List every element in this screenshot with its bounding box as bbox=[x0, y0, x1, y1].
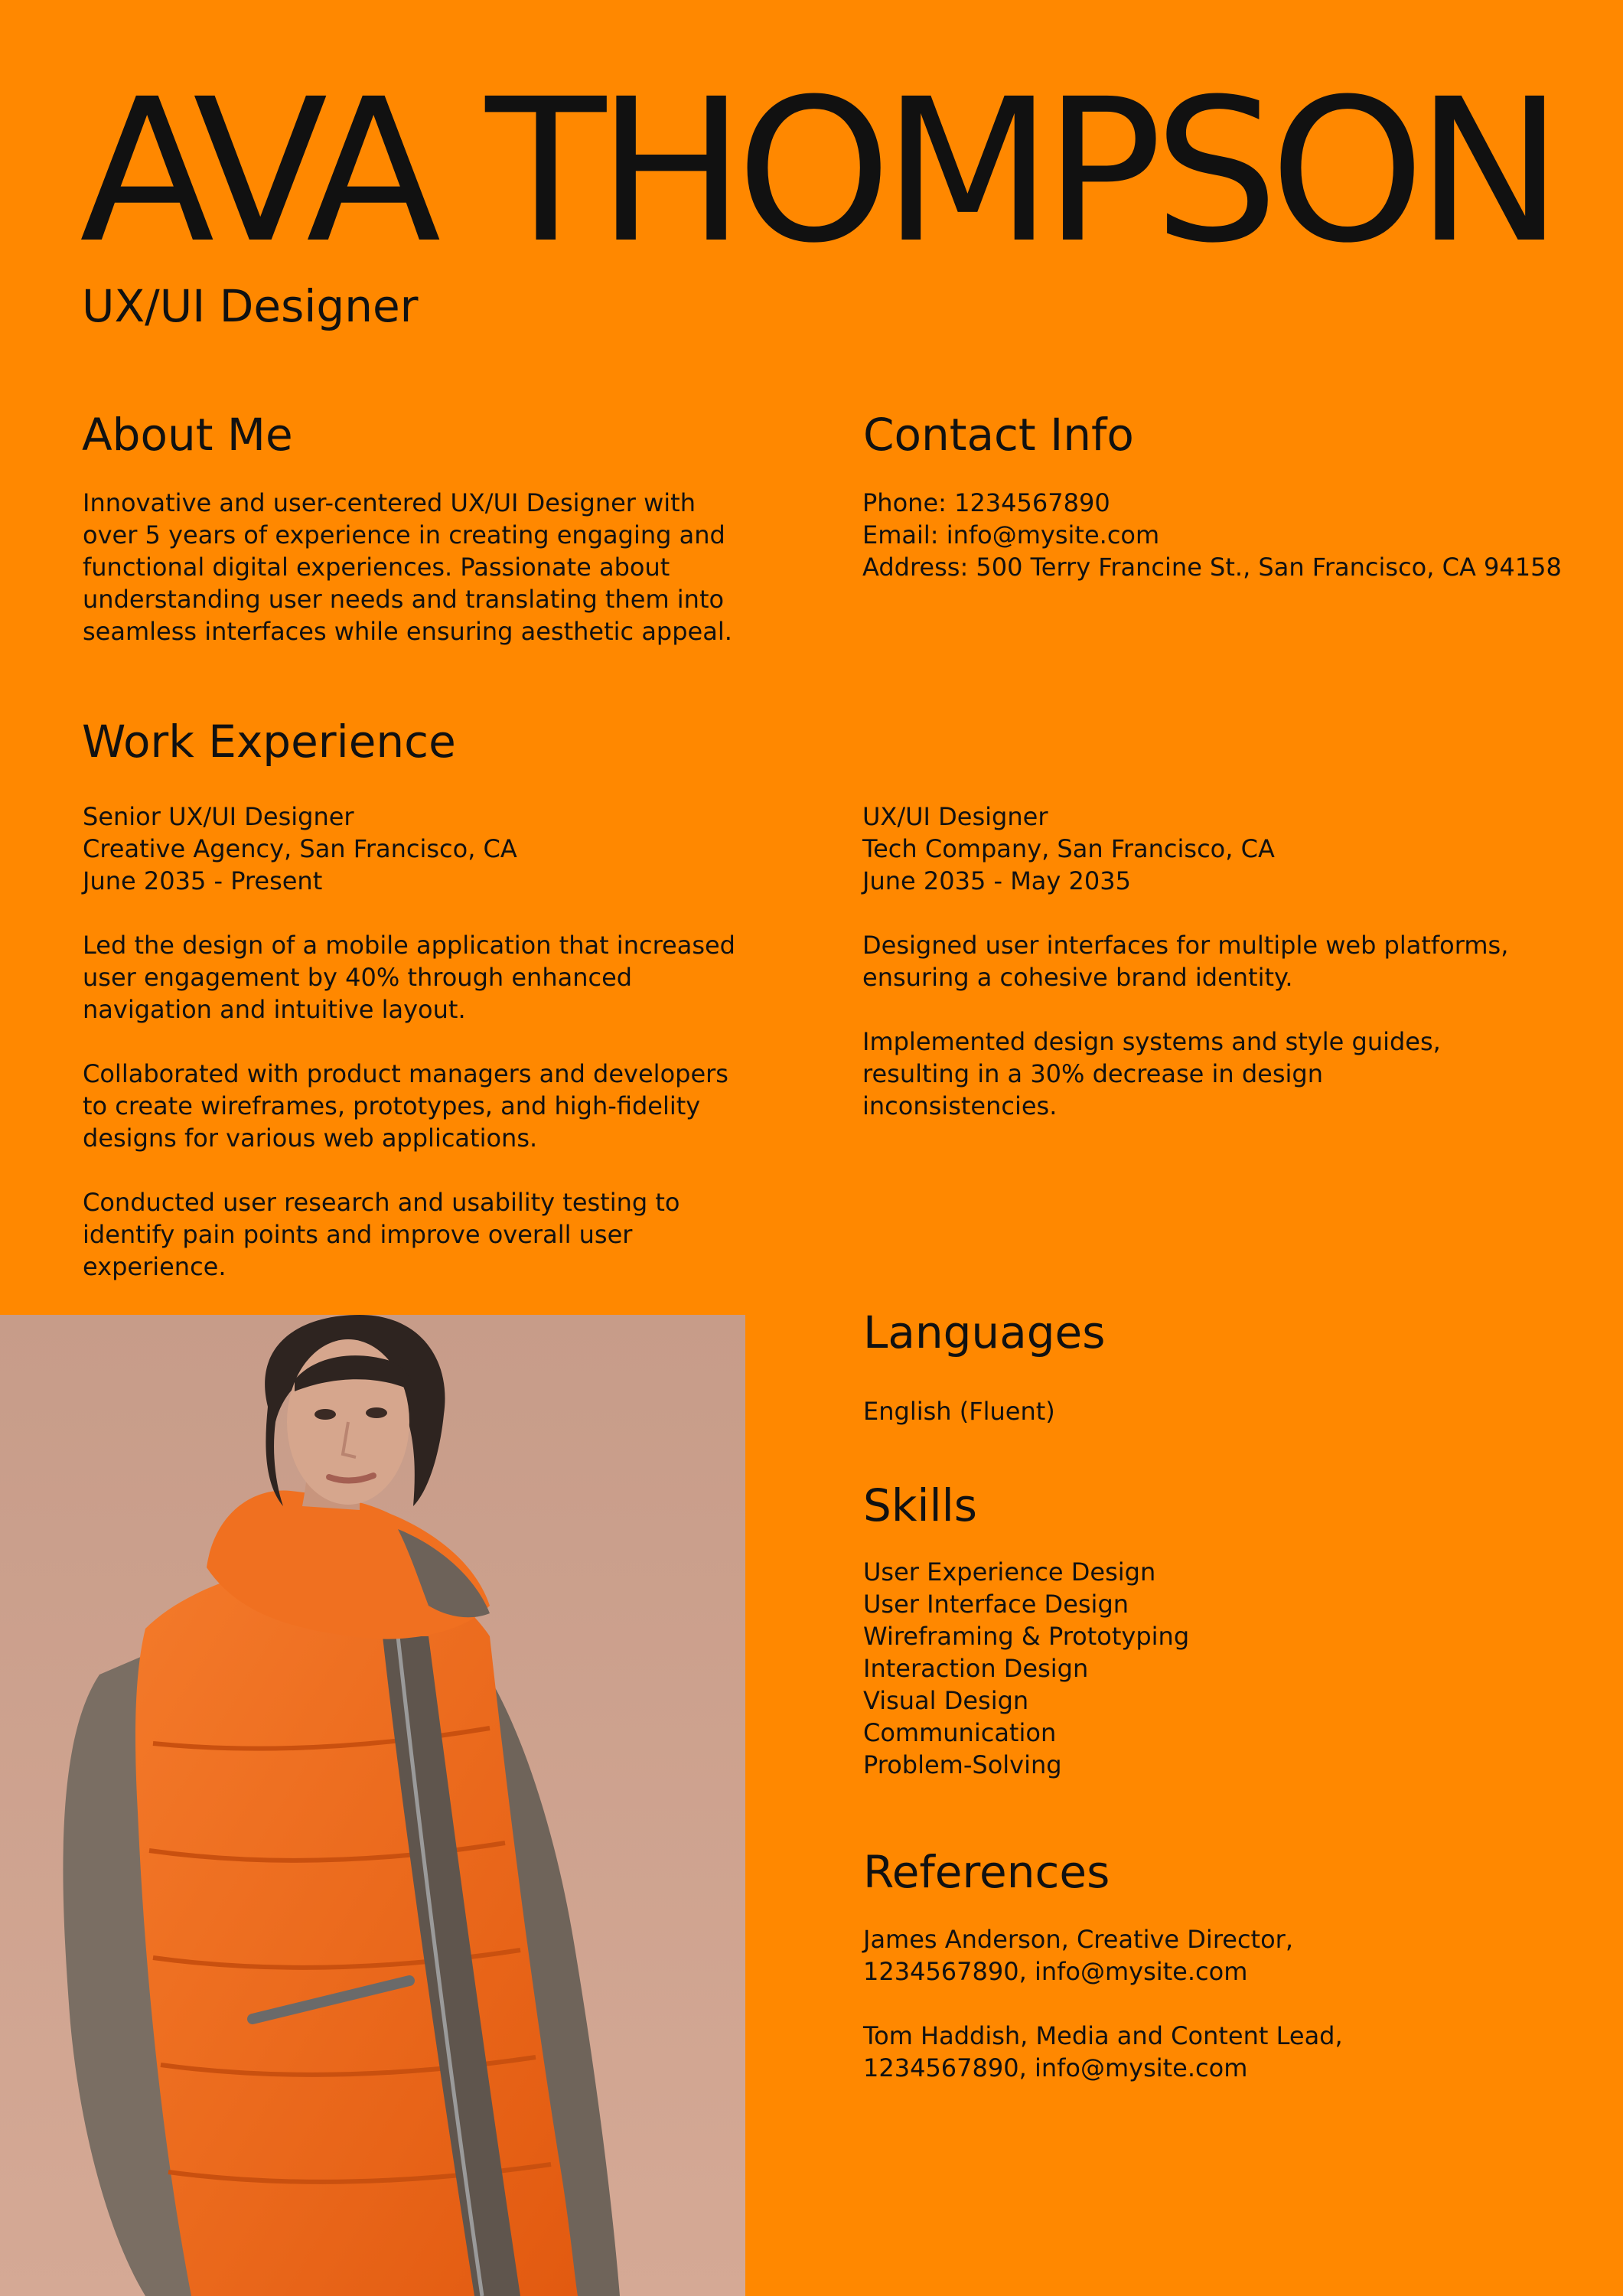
reference-line: James Anderson, Creative Director, bbox=[863, 1925, 1293, 1954]
contact-info bbox=[862, 487, 1562, 583]
job-company: Creative Agency, San Francisco, CA bbox=[83, 834, 517, 863]
work-heading: Work Experience bbox=[82, 716, 456, 768]
reference-line: Tom Haddish, Media and Content Lead, bbox=[863, 2021, 1343, 2050]
references-heading: References bbox=[863, 1846, 1110, 1898]
contact-address: Address: 500 Terry Francine St., San Francisco, CA 94158 bbox=[862, 553, 1562, 582]
reference-line: 1234567890, info@mysite.com bbox=[863, 2053, 1248, 2082]
language-item: English (Fluent) bbox=[863, 1397, 1055, 1426]
skill-item: Interaction Design bbox=[863, 1654, 1089, 1683]
references-list bbox=[863, 1923, 1343, 2084]
job-bullet: Implemented design systems and style guides, resulting in a 30% decrease in design inconsistencies. bbox=[862, 1027, 1441, 1120]
contact-heading: Contact Info bbox=[863, 409, 1134, 461]
profile-photo bbox=[0, 1315, 745, 2296]
job-entry-2 bbox=[862, 801, 1513, 1122]
job-bullet: Collaborated with product managers and developers to create wireframes, prototypes, and high-fidelity designs for various web applications. bbox=[83, 1059, 728, 1153]
job-company: Tech Company, San Francisco, CA bbox=[862, 834, 1275, 863]
skill-item: User Interface Design bbox=[863, 1590, 1129, 1619]
job-title: Senior UX/UI Designer bbox=[83, 802, 354, 831]
languages-list bbox=[863, 1395, 1055, 1427]
job-bullet: Conducted user research and usability testing to identify pain points and improve overall user experience. bbox=[83, 1188, 680, 1281]
reference-line: 1234567890, info@mysite.com bbox=[863, 1957, 1248, 1986]
skill-item: Visual Design bbox=[863, 1686, 1029, 1715]
contact-email: Email: info@mysite.com bbox=[862, 520, 1160, 550]
skill-item: User Experience Design bbox=[863, 1557, 1156, 1587]
job-dates: June 2035 - Present bbox=[83, 866, 323, 895]
about-heading: About Me bbox=[82, 409, 293, 461]
skills-list bbox=[863, 1556, 1189, 1781]
languages-heading: Languages bbox=[863, 1306, 1106, 1358]
job-role: UX/UI Designer bbox=[82, 280, 419, 332]
skills-heading: Skills bbox=[863, 1479, 977, 1531]
contact-phone: Phone: 1234567890 bbox=[862, 488, 1110, 517]
job-title: UX/UI Designer bbox=[862, 802, 1048, 831]
skill-item: Wireframing & Prototyping bbox=[863, 1622, 1190, 1651]
about-text: Innovative and user-centered UX/UI Designer with over 5 years of experience in creating engaging and functional digital experiences. Passionate about understanding user needs and translating them into seamless interfaces while ensuring aesthetic appeal. bbox=[83, 488, 732, 646]
job-bullet: Led the design of a mobile application that increased user engagement by 40% through enhanced navigation and intuitive layout. bbox=[83, 931, 735, 1024]
job-entry-1 bbox=[83, 801, 741, 1283]
skill-item: Communication bbox=[863, 1718, 1057, 1747]
job-bullet: Designed user interfaces for multiple web platforms, ensuring a cohesive brand identity. bbox=[862, 931, 1509, 992]
job-dates: June 2035 - May 2035 bbox=[862, 866, 1131, 895]
candidate-name: AVA THOMPSON bbox=[80, 57, 1555, 286]
skill-item: Problem-Solving bbox=[863, 1750, 1062, 1779]
